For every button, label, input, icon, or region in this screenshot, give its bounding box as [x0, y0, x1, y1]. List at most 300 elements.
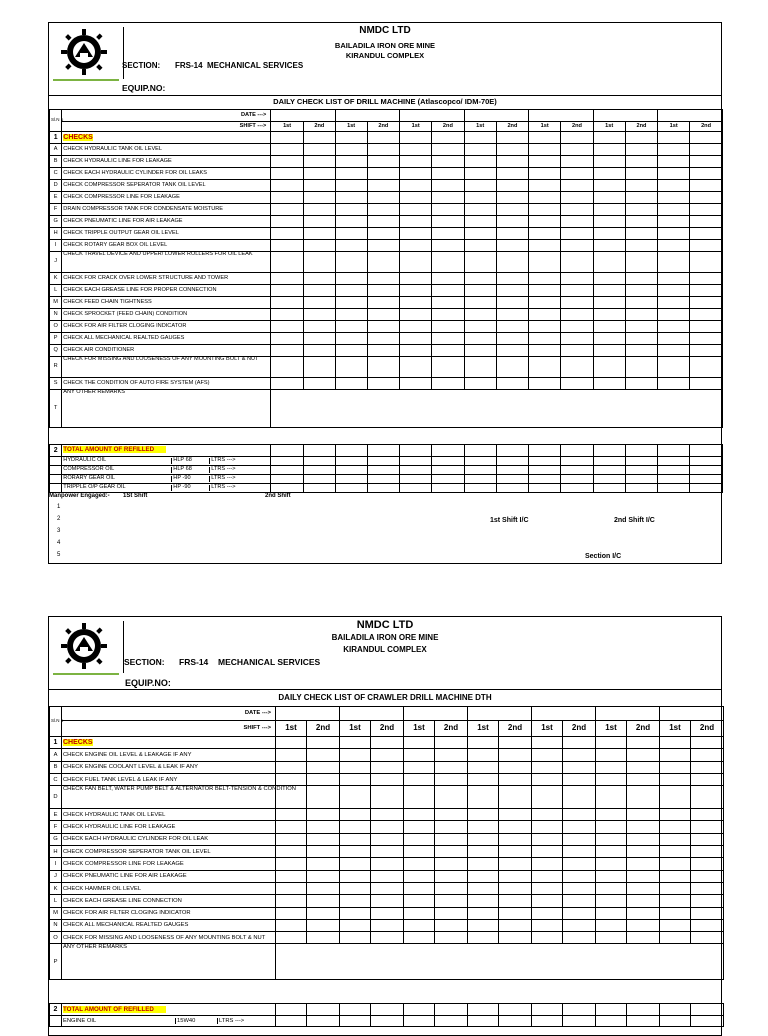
shift-entry-cell[interactable] — [400, 466, 432, 475]
shift-entry-cell[interactable] — [468, 846, 499, 858]
shift-entry-cell[interactable] — [561, 475, 594, 484]
shift-entry-cell[interactable] — [271, 484, 304, 493]
shift-entry-cell[interactable] — [563, 761, 596, 773]
shift-entry-cell[interactable] — [304, 204, 336, 216]
shift-entry-cell[interactable] — [304, 333, 336, 345]
shift-entry-cell[interactable] — [367, 445, 400, 457]
shift-entry-cell[interactable] — [690, 333, 723, 345]
shift-entry-cell[interactable] — [464, 309, 496, 321]
shift-entry-cell[interactable] — [593, 378, 625, 390]
shift-entry-cell[interactable] — [404, 761, 435, 773]
shift-entry-cell[interactable] — [340, 786, 371, 809]
shift-entry-cell[interactable] — [367, 252, 400, 273]
shift-entry-cell[interactable] — [496, 273, 529, 285]
shift-entry-cell[interactable] — [596, 1004, 627, 1016]
shift-entry-cell[interactable] — [658, 457, 690, 466]
shift-entry-cell[interactable] — [404, 737, 435, 749]
shift-entry-cell[interactable] — [593, 445, 625, 457]
shift-entry-cell[interactable] — [371, 870, 404, 882]
shift-entry-cell[interactable] — [625, 192, 658, 204]
shift-entry-cell[interactable] — [335, 132, 367, 144]
shift-entry-cell[interactable] — [596, 749, 627, 761]
shift-entry-cell[interactable] — [660, 907, 691, 919]
shift-entry-cell[interactable] — [625, 144, 658, 156]
shift-entry-cell[interactable] — [367, 228, 400, 240]
shift-entry-cell[interactable] — [435, 907, 468, 919]
shift-entry-cell[interactable] — [658, 484, 690, 493]
shift-entry-cell[interactable] — [400, 484, 432, 493]
shift-entry-cell[interactable] — [561, 180, 594, 192]
shift-entry-cell[interactable] — [340, 773, 371, 785]
shift-entry-cell[interactable] — [432, 156, 465, 168]
date-entry-cell[interactable] — [400, 110, 465, 122]
shift-entry-cell[interactable] — [496, 216, 529, 228]
shift-entry-cell[interactable] — [658, 273, 690, 285]
shift-entry-cell[interactable] — [627, 833, 660, 845]
shift-entry-cell[interactable] — [304, 228, 336, 240]
shift-entry-cell[interactable] — [340, 846, 371, 858]
shift-entry-cell[interactable] — [593, 228, 625, 240]
shift-entry-cell[interactable] — [625, 204, 658, 216]
shift-entry-cell[interactable] — [660, 1016, 691, 1027]
shift-entry-cell[interactable] — [304, 345, 336, 357]
shift-entry-cell[interactable] — [496, 144, 529, 156]
shift-entry-cell[interactable] — [400, 273, 432, 285]
shift-entry-cell[interactable] — [691, 737, 724, 749]
shift-entry-cell[interactable] — [496, 192, 529, 204]
shift-entry-cell[interactable] — [464, 345, 496, 357]
shift-entry-cell[interactable] — [432, 357, 465, 378]
shift-entry-cell[interactable] — [304, 273, 336, 285]
shift-entry-cell[interactable] — [432, 168, 465, 180]
shift-entry-cell[interactable] — [596, 882, 627, 894]
shift-entry-cell[interactable] — [499, 932, 532, 944]
shift-entry-cell[interactable] — [625, 297, 658, 309]
shift-entry-cell[interactable] — [335, 204, 367, 216]
shift-entry-cell[interactable] — [529, 309, 561, 321]
shift-entry-cell[interactable] — [561, 457, 594, 466]
shift-entry-cell[interactable] — [468, 786, 499, 809]
shift-entry-cell[interactable] — [499, 907, 532, 919]
shift-entry-cell[interactable] — [468, 932, 499, 944]
shift-entry-cell[interactable] — [307, 761, 340, 773]
shift-entry-cell[interactable] — [271, 204, 304, 216]
shift-entry-cell[interactable] — [464, 484, 496, 493]
shift-entry-cell[interactable] — [432, 378, 465, 390]
shift-entry-cell[interactable] — [593, 321, 625, 333]
shift-entry-cell[interactable] — [271, 378, 304, 390]
shift-entry-cell[interactable] — [532, 919, 563, 931]
shift-entry-cell[interactable] — [658, 144, 690, 156]
shift-entry-cell[interactable] — [271, 180, 304, 192]
shift-entry-cell[interactable] — [464, 357, 496, 378]
shift-entry-cell[interactable] — [593, 285, 625, 297]
shift-entry-cell[interactable] — [499, 786, 532, 809]
shift-entry-cell[interactable] — [499, 821, 532, 833]
shift-entry-cell[interactable] — [404, 882, 435, 894]
shift-entry-cell[interactable] — [529, 204, 561, 216]
shift-entry-cell[interactable] — [367, 484, 400, 493]
shift-entry-cell[interactable] — [593, 216, 625, 228]
shift-entry-cell[interactable] — [658, 192, 690, 204]
shift-entry-cell[interactable] — [432, 216, 465, 228]
shift-entry-cell[interactable] — [371, 907, 404, 919]
shift-entry-cell[interactable] — [563, 932, 596, 944]
shift-entry-cell[interactable] — [496, 345, 529, 357]
shift-entry-cell[interactable] — [625, 333, 658, 345]
shift-entry-cell[interactable] — [304, 132, 336, 144]
shift-entry-cell[interactable] — [561, 285, 594, 297]
shift-entry-cell[interactable] — [404, 858, 435, 870]
shift-entry-cell[interactable] — [529, 457, 561, 466]
date-entry-cell[interactable] — [529, 110, 594, 122]
shift-entry-cell[interactable] — [304, 156, 336, 168]
shift-entry-cell[interactable] — [496, 297, 529, 309]
shift-entry-cell[interactable] — [271, 252, 304, 273]
shift-entry-cell[interactable] — [529, 228, 561, 240]
shift-entry-cell[interactable] — [400, 228, 432, 240]
shift-entry-cell[interactable] — [529, 484, 561, 493]
shift-entry-cell[interactable] — [596, 932, 627, 944]
shift-entry-cell[interactable] — [464, 216, 496, 228]
shift-entry-cell[interactable] — [307, 907, 340, 919]
shift-entry-cell[interactable] — [690, 475, 723, 484]
shift-entry-cell[interactable] — [367, 240, 400, 252]
shift-entry-cell[interactable] — [625, 309, 658, 321]
shift-entry-cell[interactable] — [371, 749, 404, 761]
date-entry-cell[interactable] — [593, 110, 658, 122]
shift-entry-cell[interactable] — [529, 378, 561, 390]
shift-entry-cell[interactable] — [593, 457, 625, 466]
shift-entry-cell[interactable] — [271, 475, 304, 484]
shift-entry-cell[interactable] — [561, 192, 594, 204]
shift-entry-cell[interactable] — [400, 204, 432, 216]
shift-entry-cell[interactable] — [435, 1016, 468, 1027]
shift-entry-cell[interactable] — [627, 846, 660, 858]
shift-entry-cell[interactable] — [400, 252, 432, 273]
shift-entry-cell[interactable] — [271, 156, 304, 168]
shift-entry-cell[interactable] — [563, 833, 596, 845]
shift-entry-cell[interactable] — [367, 457, 400, 466]
shift-entry-cell[interactable] — [367, 321, 400, 333]
shift-entry-cell[interactable] — [371, 1016, 404, 1027]
shift-entry-cell[interactable] — [593, 466, 625, 475]
shift-entry-cell[interactable] — [400, 297, 432, 309]
shift-entry-cell[interactable] — [532, 737, 563, 749]
shift-entry-cell[interactable] — [304, 297, 336, 309]
shift-entry-cell[interactable] — [432, 132, 465, 144]
shift-entry-cell[interactable] — [658, 297, 690, 309]
shift-entry-cell[interactable] — [691, 895, 724, 907]
shift-entry-cell[interactable] — [625, 466, 658, 475]
shift-entry-cell[interactable] — [691, 1016, 724, 1027]
shift-entry-cell[interactable] — [400, 180, 432, 192]
date-entry-cell[interactable] — [658, 110, 723, 122]
shift-entry-cell[interactable] — [561, 484, 594, 493]
shift-entry-cell[interactable] — [432, 192, 465, 204]
shift-entry-cell[interactable] — [691, 919, 724, 931]
shift-entry-cell[interactable] — [307, 882, 340, 894]
shift-entry-cell[interactable] — [529, 144, 561, 156]
shift-entry-cell[interactable] — [307, 773, 340, 785]
shift-entry-cell[interactable] — [496, 357, 529, 378]
shift-entry-cell[interactable] — [691, 761, 724, 773]
shift-entry-cell[interactable] — [691, 773, 724, 785]
shift-entry-cell[interactable] — [371, 761, 404, 773]
shift-entry-cell[interactable] — [468, 761, 499, 773]
shift-entry-cell[interactable] — [532, 907, 563, 919]
shift-entry-cell[interactable] — [625, 180, 658, 192]
shift-entry-cell[interactable] — [335, 457, 367, 466]
shift-entry-cell[interactable] — [561, 333, 594, 345]
shift-entry-cell[interactable] — [625, 475, 658, 484]
shift-entry-cell[interactable] — [627, 882, 660, 894]
shift-entry-cell[interactable] — [529, 252, 561, 273]
shift-entry-cell[interactable] — [304, 216, 336, 228]
shift-entry-cell[interactable] — [496, 466, 529, 475]
shift-entry-cell[interactable] — [563, 907, 596, 919]
shift-entry-cell[interactable] — [561, 156, 594, 168]
shift-entry-cell[interactable] — [276, 761, 307, 773]
shift-entry-cell[interactable] — [304, 321, 336, 333]
shift-entry-cell[interactable] — [304, 378, 336, 390]
shift-entry-cell[interactable] — [464, 445, 496, 457]
shift-entry-cell[interactable] — [367, 273, 400, 285]
shift-entry-cell[interactable] — [660, 1004, 691, 1016]
shift-entry-cell[interactable] — [307, 932, 340, 944]
shift-entry-cell[interactable] — [304, 457, 336, 466]
shift-entry-cell[interactable] — [271, 168, 304, 180]
shift-entry-cell[interactable] — [371, 882, 404, 894]
shift-entry-cell[interactable] — [658, 216, 690, 228]
shift-entry-cell[interactable] — [563, 858, 596, 870]
shift-entry-cell[interactable] — [496, 132, 529, 144]
shift-entry-cell[interactable] — [561, 309, 594, 321]
shift-entry-cell[interactable] — [404, 1004, 435, 1016]
date-entry-cell[interactable] — [660, 707, 724, 721]
shift-entry-cell[interactable] — [593, 309, 625, 321]
shift-entry-cell[interactable] — [468, 809, 499, 821]
shift-entry-cell[interactable] — [271, 345, 304, 357]
shift-entry-cell[interactable] — [340, 809, 371, 821]
shift-entry-cell[interactable] — [529, 445, 561, 457]
shift-entry-cell[interactable] — [435, 737, 468, 749]
shift-entry-cell[interactable] — [625, 445, 658, 457]
shift-entry-cell[interactable] — [404, 773, 435, 785]
shift-entry-cell[interactable] — [371, 809, 404, 821]
shift-entry-cell[interactable] — [304, 466, 336, 475]
shift-entry-cell[interactable] — [271, 321, 304, 333]
shift-entry-cell[interactable] — [658, 285, 690, 297]
date-entry-cell[interactable] — [404, 707, 468, 721]
date-entry-cell[interactable] — [464, 110, 529, 122]
shift-entry-cell[interactable] — [400, 457, 432, 466]
shift-entry-cell[interactable] — [335, 484, 367, 493]
shift-entry-cell[interactable] — [464, 192, 496, 204]
shift-entry-cell[interactable] — [563, 749, 596, 761]
shift-entry-cell[interactable] — [690, 378, 723, 390]
shift-entry-cell[interactable] — [464, 252, 496, 273]
shift-entry-cell[interactable] — [367, 466, 400, 475]
shift-entry-cell[interactable] — [499, 833, 532, 845]
shift-entry-cell[interactable] — [596, 919, 627, 931]
shift-entry-cell[interactable] — [563, 870, 596, 882]
shift-entry-cell[interactable] — [496, 475, 529, 484]
shift-entry-cell[interactable] — [660, 833, 691, 845]
shift-entry-cell[interactable] — [690, 252, 723, 273]
shift-entry-cell[interactable] — [367, 297, 400, 309]
shift-entry-cell[interactable] — [400, 156, 432, 168]
shift-entry-cell[interactable] — [532, 786, 563, 809]
shift-entry-cell[interactable] — [596, 833, 627, 845]
shift-entry-cell[interactable] — [367, 378, 400, 390]
shift-entry-cell[interactable] — [432, 240, 465, 252]
shift-entry-cell[interactable] — [496, 445, 529, 457]
shift-entry-cell[interactable] — [371, 773, 404, 785]
shift-entry-cell[interactable] — [464, 180, 496, 192]
shift-entry-cell[interactable] — [335, 144, 367, 156]
shift-entry-cell[interactable] — [435, 870, 468, 882]
shift-entry-cell[interactable] — [658, 466, 690, 475]
shift-entry-cell[interactable] — [400, 216, 432, 228]
shift-entry-cell[interactable] — [276, 932, 307, 944]
shift-entry-cell[interactable] — [335, 156, 367, 168]
shift-entry-cell[interactable] — [400, 475, 432, 484]
shift-entry-cell[interactable] — [276, 907, 307, 919]
shift-entry-cell[interactable] — [335, 252, 367, 273]
shift-entry-cell[interactable] — [276, 749, 307, 761]
shift-entry-cell[interactable] — [404, 833, 435, 845]
shift-entry-cell[interactable] — [561, 252, 594, 273]
shift-entry-cell[interactable] — [371, 833, 404, 845]
shift-entry-cell[interactable] — [400, 240, 432, 252]
shift-entry-cell[interactable] — [304, 144, 336, 156]
shift-entry-cell[interactable] — [271, 457, 304, 466]
shift-entry-cell[interactable] — [496, 240, 529, 252]
shift-entry-cell[interactable] — [499, 882, 532, 894]
date-entry-cell[interactable] — [271, 110, 336, 122]
shift-entry-cell[interactable] — [468, 907, 499, 919]
shift-entry-cell[interactable] — [690, 240, 723, 252]
shift-entry-cell[interactable] — [271, 333, 304, 345]
shift-entry-cell[interactable] — [690, 192, 723, 204]
shift-entry-cell[interactable] — [304, 475, 336, 484]
shift-entry-cell[interactable] — [499, 737, 532, 749]
shift-entry-cell[interactable] — [563, 1004, 596, 1016]
shift-entry-cell[interactable] — [271, 445, 304, 457]
shift-entry-cell[interactable] — [625, 273, 658, 285]
shift-entry-cell[interactable] — [307, 858, 340, 870]
shift-entry-cell[interactable] — [400, 144, 432, 156]
shift-entry-cell[interactable] — [561, 345, 594, 357]
shift-entry-cell[interactable] — [596, 821, 627, 833]
shift-entry-cell[interactable] — [276, 846, 307, 858]
shift-entry-cell[interactable] — [627, 761, 660, 773]
shift-entry-cell[interactable] — [276, 1016, 307, 1027]
shift-entry-cell[interactable] — [690, 204, 723, 216]
shift-entry-cell[interactable] — [563, 821, 596, 833]
shift-entry-cell[interactable] — [529, 321, 561, 333]
shift-entry-cell[interactable] — [304, 252, 336, 273]
shift-entry-cell[interactable] — [276, 919, 307, 931]
shift-entry-cell[interactable] — [404, 786, 435, 809]
shift-entry-cell[interactable] — [596, 846, 627, 858]
date-entry-cell[interactable] — [340, 707, 404, 721]
shift-entry-cell[interactable] — [271, 240, 304, 252]
shift-entry-cell[interactable] — [561, 445, 594, 457]
shift-entry-cell[interactable] — [625, 168, 658, 180]
shift-entry-cell[interactable] — [660, 919, 691, 931]
shift-entry-cell[interactable] — [464, 285, 496, 297]
shift-entry-cell[interactable] — [304, 309, 336, 321]
shift-entry-cell[interactable] — [432, 484, 465, 493]
shift-entry-cell[interactable] — [307, 833, 340, 845]
shift-entry-cell[interactable] — [496, 484, 529, 493]
shift-entry-cell[interactable] — [307, 749, 340, 761]
shift-entry-cell[interactable] — [435, 882, 468, 894]
shift-entry-cell[interactable] — [335, 168, 367, 180]
shift-entry-cell[interactable] — [691, 833, 724, 845]
shift-entry-cell[interactable] — [468, 919, 499, 931]
shift-entry-cell[interactable] — [307, 1004, 340, 1016]
shift-entry-cell[interactable] — [432, 180, 465, 192]
shift-entry-cell[interactable] — [271, 466, 304, 475]
shift-entry-cell[interactable] — [691, 907, 724, 919]
shift-entry-cell[interactable] — [529, 466, 561, 475]
shift-entry-cell[interactable] — [593, 156, 625, 168]
shift-entry-cell[interactable] — [625, 240, 658, 252]
shift-entry-cell[interactable] — [371, 786, 404, 809]
shift-entry-cell[interactable] — [304, 168, 336, 180]
shift-entry-cell[interactable] — [468, 773, 499, 785]
shift-entry-cell[interactable] — [464, 457, 496, 466]
shift-entry-cell[interactable] — [367, 168, 400, 180]
shift-entry-cell[interactable] — [464, 228, 496, 240]
shift-entry-cell[interactable] — [561, 132, 594, 144]
shift-entry-cell[interactable] — [529, 285, 561, 297]
shift-entry-cell[interactable] — [532, 1004, 563, 1016]
shift-entry-cell[interactable] — [404, 870, 435, 882]
shift-entry-cell[interactable] — [627, 919, 660, 931]
shift-entry-cell[interactable] — [691, 870, 724, 882]
shift-entry-cell[interactable] — [625, 457, 658, 466]
shift-entry-cell[interactable] — [627, 809, 660, 821]
shift-entry-cell[interactable] — [464, 240, 496, 252]
shift-entry-cell[interactable] — [367, 132, 400, 144]
shift-entry-cell[interactable] — [593, 240, 625, 252]
shift-entry-cell[interactable] — [367, 285, 400, 297]
shift-entry-cell[interactable] — [529, 156, 561, 168]
shift-entry-cell[interactable] — [464, 321, 496, 333]
shift-entry-cell[interactable] — [532, 895, 563, 907]
shift-entry-cell[interactable] — [367, 204, 400, 216]
shift-entry-cell[interactable] — [499, 1004, 532, 1016]
shift-entry-cell[interactable] — [529, 357, 561, 378]
shift-entry-cell[interactable] — [367, 156, 400, 168]
shift-entry-cell[interactable] — [464, 132, 496, 144]
shift-entry-cell[interactable] — [625, 216, 658, 228]
shift-entry-cell[interactable] — [561, 466, 594, 475]
shift-entry-cell[interactable] — [691, 786, 724, 809]
shift-entry-cell[interactable] — [468, 895, 499, 907]
shift-entry-cell[interactable] — [307, 846, 340, 858]
shift-entry-cell[interactable] — [435, 1004, 468, 1016]
shift-entry-cell[interactable] — [496, 156, 529, 168]
shift-entry-cell[interactable] — [340, 749, 371, 761]
shift-entry-cell[interactable] — [400, 285, 432, 297]
shift-entry-cell[interactable] — [464, 204, 496, 216]
shift-entry-cell[interactable] — [367, 216, 400, 228]
